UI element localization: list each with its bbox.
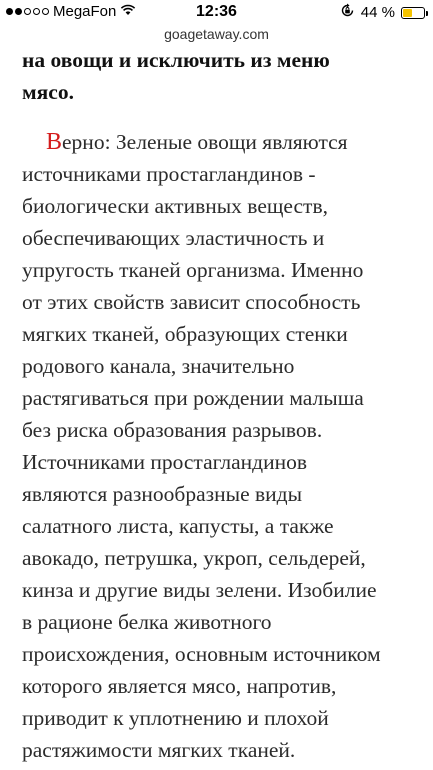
paragraph-line: родового канала, значительно	[22, 354, 295, 378]
carrier-name: MegaFon	[53, 3, 117, 20]
url-bar[interactable]: goagetaway.com	[164, 26, 269, 42]
paragraph-line: приводит к уплотнению и плохой	[22, 706, 329, 730]
paragraph-line: Источниками простагландинов	[22, 450, 307, 474]
paragraph-line: которого является мясо, напротив,	[22, 674, 337, 698]
signal-dots-icon	[6, 8, 49, 15]
paragraph-line: являются разнообразные виды	[22, 482, 303, 506]
paragraph-line: обеспечивающих эластичность и	[22, 226, 325, 250]
status-left	[6, 3, 136, 20]
paragraph-line: салатного листа, капусты, а также	[22, 514, 334, 538]
paragraph-line: авокадо, петрушка, укроп, сельдерей,	[22, 546, 366, 570]
paragraph-line: мягких тканей, образующих стенки	[22, 322, 348, 346]
paragraph-line: кинза и другие виды зелени. Изобилие	[22, 578, 377, 602]
paragraph-line: от этих свойств зависит способность	[22, 290, 361, 314]
heading-line: на овощи и исключить из меню	[22, 48, 330, 72]
battery-icon	[401, 7, 425, 19]
article-content	[22, 44, 417, 766]
status-right	[340, 3, 425, 22]
paragraph-line: в рационе белка животного	[22, 610, 272, 634]
paragraph-line: растягиваться при рождении малыша	[22, 386, 364, 410]
paragraph-line: растяжимости мягких тканей.	[22, 738, 296, 762]
paragraph-first-line	[22, 126, 417, 158]
battery-fill	[403, 9, 412, 17]
status-bar	[0, 0, 433, 24]
paragraph-line: биологически активных веществ,	[22, 194, 328, 218]
wifi-icon	[120, 3, 136, 20]
heading-line: мясо.	[22, 80, 74, 104]
battery-percent: 44 %	[360, 4, 395, 21]
paragraph-line: происхождения, основным источником	[22, 642, 381, 666]
orientation-lock-icon	[340, 3, 355, 22]
first-line-text: ерно: Зеленые овощи являются	[62, 130, 348, 154]
paragraph-body	[22, 158, 417, 766]
article-paragraph	[22, 126, 417, 766]
paragraph-line: упругость тканей организма. Именно	[22, 258, 364, 282]
paragraph-line: без риска образования разрывов.	[22, 418, 323, 442]
dropcap-letter: В	[46, 129, 63, 155]
paragraph-line: источниками простагландинов -	[22, 162, 316, 186]
status-time: 12:36	[196, 3, 237, 20]
article-heading	[22, 44, 417, 108]
